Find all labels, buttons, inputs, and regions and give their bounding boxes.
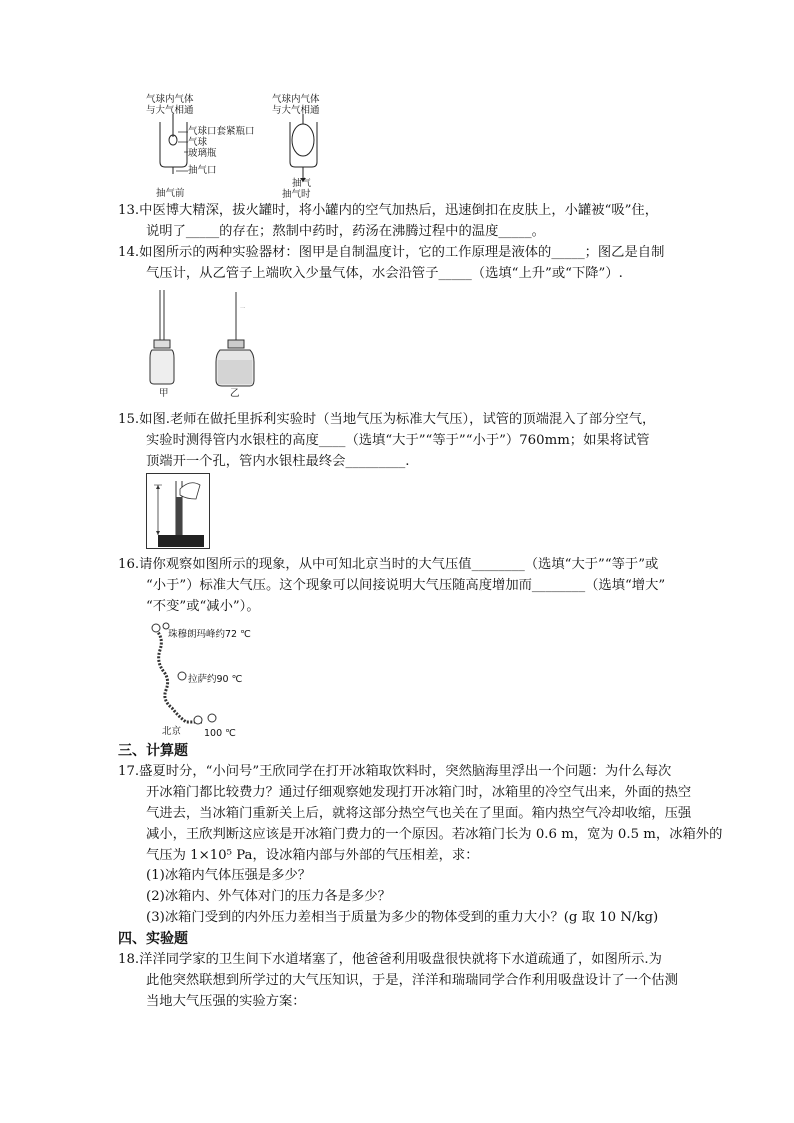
everest-label: 珠穆朗玛峰约72 ℃ (168, 629, 251, 640)
q14-line-2: 气压计，从乙管子上端吹入少量气体，水会沿管子_____（选填“上升”或“下降”）. (146, 266, 623, 281)
torricelli-drawing (146, 473, 210, 549)
lhasa-label: 拉萨约90 ℃ (188, 674, 243, 685)
q18-line-3: 当地大气压强的实验方案： (146, 994, 306, 1009)
q17-line-1: 17.盛夏时分，“小问号”王欣同学在打开冰箱取饮料时，突然脑海里浮出一个问题：为什么每次 (118, 764, 672, 779)
q17-line-4: 减小，王欣判断这应该是开冰箱门费力的一个原因。若冰箱门长为 0.6 m，宽为 0.5 m，冰箱外的 (146, 827, 723, 842)
q16-line-3: “不变”或“减小”）。 (146, 599, 260, 614)
q17-sub-1: (1)冰箱内气体压强是多少？ (146, 868, 312, 883)
balloon-outlet-label: 抽气口 (188, 165, 217, 176)
balloon-caption-before: 抽气前 (156, 188, 185, 199)
balloon-right-label-1: 气球内气体 (272, 94, 320, 105)
q16-line-2: “小于”）标准大气压。这个现象可以间接说明大气压随高度增加而________（选填“增大” (146, 578, 666, 593)
svg-text:一: 一 (240, 306, 246, 312)
q15-line-3: 顶端开一个孔，管内水银柱最终会_________. (146, 454, 410, 469)
section-3-title: 三、计算题 (118, 743, 188, 759)
balloon-figure (140, 92, 340, 202)
q14-line-1: 14.如图所示的两种实验器材：图甲是自制温度计，它的工作原理是液体的_____；图乙是自制 (118, 245, 665, 260)
q16-line-1: 16.请你观察如图所示的现象，从中可知北京当时的大气压值________（选填“大于”“等于”或 (118, 557, 659, 572)
balloon-mouth-label: 气球口套紧瓶口 (188, 126, 255, 137)
q18-line-1: 18.洋洋同学家的卫生间下水道堵塞了，他爸爸利用吸盘很快就将下水道疏通了，如图所示.为 (118, 952, 662, 967)
balloon-balloon-label: 气球 (188, 137, 208, 148)
q13-line-1: 13.中医博大精深，拔火罐时，将小罐内的空气加热后，迅速倒扣在皮肤上，小罐被“吸”住， (118, 203, 659, 218)
balloon-left-label-1: 气球内气体 (146, 94, 194, 105)
balloon-bottle-label: 玻璃瓶 (188, 148, 217, 159)
q15-line-2: 实验时测得管内水银柱的高度____（选填“大于”“等于”“小于”）760mm；如果将试管 (146, 433, 650, 448)
figure-label-b: 乙 (230, 388, 240, 399)
torricelli-figure (146, 473, 210, 549)
bottles-drawing (146, 288, 256, 400)
beijing-temp-label: 100 ℃ (204, 728, 236, 739)
balloon-right-label-2: 与大气相通 (272, 105, 320, 116)
section-4-title: 四、实验题 (118, 931, 188, 947)
thermometer-barometer-figure (146, 288, 256, 400)
q15-line-1: 15.如图.老师在做托里拆利实验时（当地气压为标准大气压），试管的顶端混入了部分空气， (118, 412, 656, 427)
q17-sub-3: (3)冰箱门受到的内外压力差相当于质量为多少的物体受到的重力大小？(g 取 10 N/kg) (146, 910, 659, 925)
beijing-label: 北京 (162, 726, 182, 737)
q18-line-2: 此他突然联想到所学过的大气压知识，于是，洋洋和瑞瑞同学合作利用吸盘设计了一个估测 (146, 973, 678, 988)
altitude-boiling-figure (146, 618, 296, 740)
q17-line-3: 气进去，当冰箱门重新关上后，就将这部分热空气也关在了里面。箱内热空气冷却收缩，压强 (146, 806, 692, 821)
q17-line-5: 气压为 1×10⁵ Pa，设冰箱内部与外部的气压相差，求： (146, 848, 479, 863)
q13-line-2: 说明了_____的存在；熬制中药时，药汤在沸腾过程中的温度_____。 (146, 224, 545, 239)
q17-line-2: 开冰箱门都比较费力？通过仔细观察她发现打开冰箱门时，冰箱里的冷空气出来，外面的热空 (146, 785, 692, 800)
q17-sub-2: (2)冰箱内、外气体对门的压力各是多少？ (146, 889, 391, 904)
balloon-caption-during: 抽气时 (282, 189, 311, 200)
balloon-caption-pump: 抽气 (292, 178, 312, 189)
balloon-left-label-2: 与大气相通 (146, 105, 194, 116)
figure-label-a: 甲 (159, 388, 169, 399)
